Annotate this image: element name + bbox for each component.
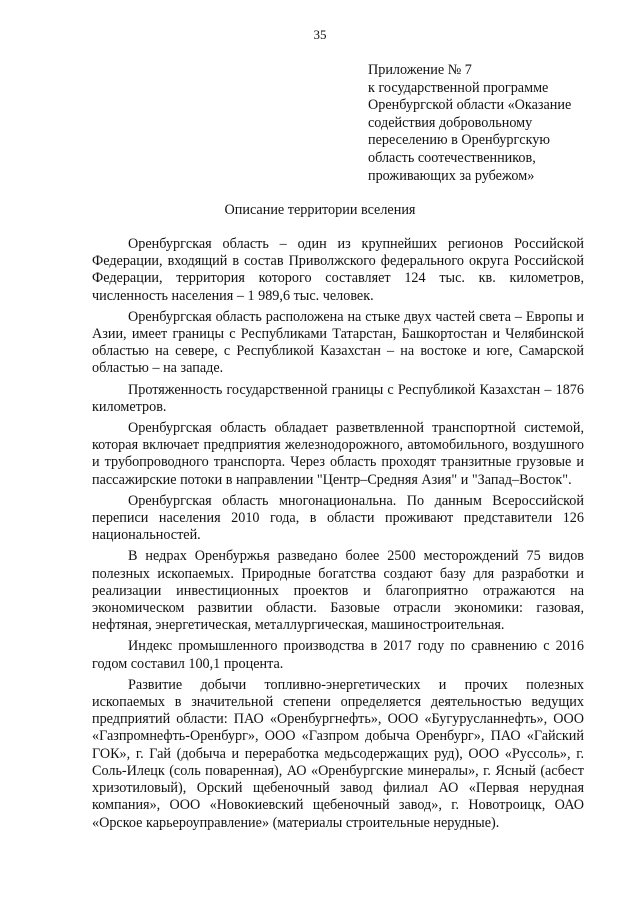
annex-line: к государственной программе xyxy=(368,79,549,96)
annex-line: Оренбургской области «Оказание xyxy=(368,97,572,114)
annex-line: переселению в Оренбургскую xyxy=(368,132,550,149)
document-body xyxy=(92,236,584,832)
paragraph: Оренбургская область расположена на стыке двух частей света – Европы и Азии, имеет границы с Республиками Татарстан, Башкортостан и Челябинской областью на севере, с Республикой Казахстан – на востоке и юге, Самарской областью – на западе. xyxy=(92,308,584,377)
document-title: Описание территории вселения xyxy=(224,202,416,218)
annex-line: проживающих за рубежом» xyxy=(368,167,535,184)
annex-line: область соотечественников, xyxy=(368,149,536,166)
paragraph: Оренбургская область обладает разветвленной транспортной системой, которая включает предприятия железнодорожного, автомобильного, воздушного и трубопроводного транспорта. Через область проходят транзитные грузовые и пассажирские потоки в направлении "Центр–Средняя Азия" и "Запад–Восток". xyxy=(92,420,584,488)
paragraph: Развитие добычи топливно-энергетических и прочих полезных ископаемых в значительной степени определяется деятельностью ведущих предприятий области: ПАО «Оренбургнефть», ООО «Бугурусланнефть», ООО «Газпромнефть-Оренбург», ООО «Газпром добыча Оренбург», ПАО «Гайский ГОК», г. Гай (добыча и переработка медьсодержащих руд), ООО «Руссоль», г. Соль-Илецк (соль поваренная), АО «Оренбургские минералы», г. Ясный (асбест хризотиловый), Орский щебеночный завод филиал АО «Первая нерудная компания», ООО «Новокиевский щебеночный завод», г. Новотроицк, ОАО «Орское карьероуправление» (материалы строительные нерудные). xyxy=(92,676,584,831)
paragraph: Оренбургская область – один из крупнейших регионов Российской Федерации, входящий в состав Приволжского федерального округа Российской Федерации, территория которого составляет 124 тыс. кв. километров, численность населения – 1 989,6 тыс. человек. xyxy=(92,236,584,304)
paragraph: В недрах Оренбуржья разведано более 2500 месторождений 75 видов полезных ископаемых. Природные богатства создают базу для разработки и реализации инвестиционных проектов и благоприятно отражаются на экономическом развитии области. Базовые отрасли экономики: газовая, нефтяная, энергетическая, металлургическая, машиностроительная. xyxy=(92,548,584,634)
paragraph: Протяженность государственной границы с Республикой Казахстан – 1876 километров. xyxy=(92,381,584,415)
page-number: 35 xyxy=(313,27,327,42)
annex-line: содействия добровольному xyxy=(368,114,533,131)
paragraph: Индекс промышленного производства в 2017 году по сравнению с 2016 годом составил 100,1 процента. xyxy=(92,638,584,672)
paragraph: Оренбургская область многонациональна. По данным Всероссийской переписи населения 2010 года, в области проживают представители 126 национальностей. xyxy=(92,492,584,544)
annex-line: Приложение № 7 xyxy=(368,62,472,78)
annex-header xyxy=(368,62,618,185)
